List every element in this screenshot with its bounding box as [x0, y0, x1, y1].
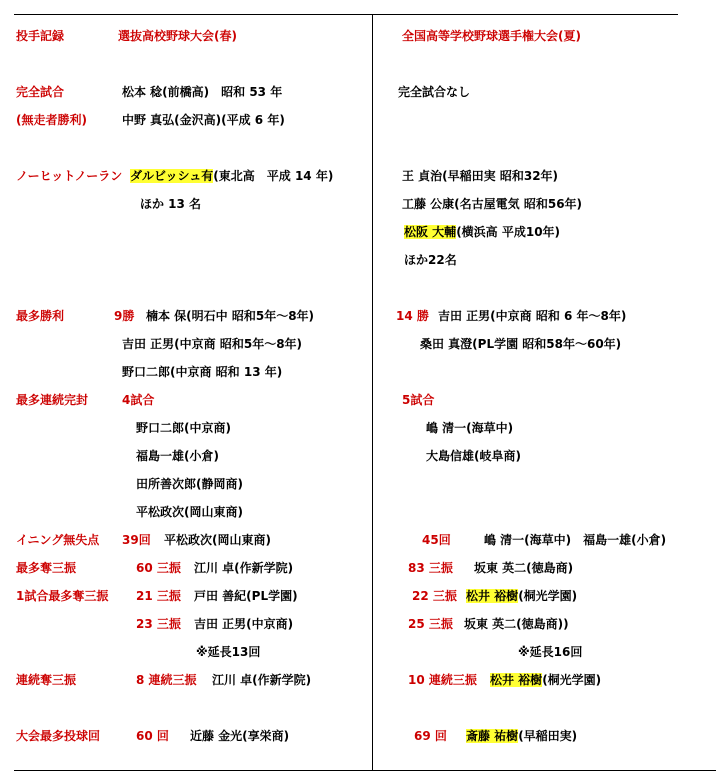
highlight-name: ダルビッシュ有: [130, 169, 214, 183]
wins-spring-1: 楠本 保(明石中 昭和5年〜8年): [146, 309, 315, 323]
consecutive-k-label: 連続奪三振: [16, 673, 77, 687]
shutouts-spring-2: 福島一雄(小倉): [136, 449, 219, 463]
shutouts-spring-1: 野口二郎(中京商): [136, 421, 231, 435]
game-k-spring-count-1: 21 三振: [136, 589, 181, 603]
shutouts-summer-1: 嶋 清一(海草中): [426, 421, 514, 435]
strikeouts-summer-1: 坂東 英二(徳島商): [474, 561, 574, 575]
game-k-spring-count-2: 23 三振: [136, 617, 181, 631]
header-label: 投手記録: [16, 29, 65, 43]
game-k-label: 1試合最多奪三振: [16, 589, 109, 603]
highlight-name: 松井 裕樹: [466, 589, 519, 603]
scoreless-summer-count: 45回: [422, 533, 451, 547]
innings-summer-1: 斎藤 祐樹(早稲田実): [466, 729, 578, 743]
scoreless-label: イニング無失点: [16, 533, 100, 547]
wins-label: 最多勝利: [16, 309, 65, 323]
nohit-summer-4: ほか22名: [404, 253, 457, 267]
shutouts-spring-3: 田所善次郎(静岡商): [136, 477, 243, 491]
scoreless-spring-1: 平松政次(岡山東商): [164, 533, 271, 547]
innings-summer-count: 69 回: [414, 729, 447, 743]
consecutive-k-spring-1: 江川 卓(作新学院): [212, 673, 312, 687]
nohit-summer-3: 松阪 大輔(横浜高 平成10年): [404, 225, 561, 239]
highlight-name: 斎藤 祐樹: [466, 729, 519, 743]
column-divider: [372, 14, 373, 770]
wins-summer-1: 吉田 正男(中京商 昭和 6 年〜8年): [438, 309, 627, 323]
strikeouts-spring-1: 江川 卓(作新学院): [194, 561, 294, 575]
nohit-summer-2: 工藤 公康(名古屋電気 昭和56年): [402, 197, 583, 211]
nohit-summer-1: 王 貞治(早稲田実 昭和32年): [402, 169, 559, 183]
nohit-spring-2: ほか 13 名: [140, 197, 202, 211]
wins-spring-count: 9勝: [114, 309, 135, 323]
perfect-spring-1: 松本 稔(前橋高) 昭和 53 年: [122, 85, 283, 99]
scoreless-summer-1: 嶋 清一(海草中) 福島一雄(小倉): [484, 533, 667, 547]
shutouts-spring-count: 4試合: [122, 393, 155, 407]
wins-spring-3: 野口二郎(中京商 昭和 13 年): [122, 365, 283, 379]
highlight-name: 松阪 大輔: [404, 225, 457, 239]
strikeouts-summer-count: 83 三振: [408, 561, 453, 575]
consecutive-k-summer-1: 松井 裕樹(桐光学園): [490, 673, 602, 687]
top-rule: [14, 14, 678, 15]
shutouts-summer-2: 大島信雄(岐阜商): [426, 449, 521, 463]
consecutive-k-spring-count: 8 連続三振: [136, 673, 197, 687]
wins-summer-count: 14 勝: [396, 309, 429, 323]
shutouts-summer-count: 5試合: [402, 393, 435, 407]
bottom-rule: [14, 770, 716, 771]
scoreless-spring-count: 39回: [122, 533, 151, 547]
shutouts-spring-4: 平松政次(岡山東商): [136, 505, 243, 519]
highlight-name: 松井 裕樹: [490, 673, 543, 687]
wins-spring-2: 吉田 正男(中京商 昭和5年〜8年): [122, 337, 303, 351]
innings-label: 大会最多投球回: [16, 729, 101, 743]
strikeouts-label: 最多奪三振: [16, 561, 77, 575]
nohit-label: ノーヒットノーラン: [16, 169, 123, 183]
game-k-summer-1: 松井 裕樹(桐光学園): [466, 589, 578, 603]
perfect-summer-1: 完全試合なし: [398, 85, 471, 99]
game-k-summer-count-2: 25 三振: [408, 617, 453, 631]
header-spring: 選抜高校野球大会(春): [118, 29, 237, 43]
header-summer: 全国高等学校野球選手権大会(夏): [402, 29, 581, 43]
game-k-summer-note: ※延長16回: [518, 645, 583, 659]
perfect-label: 完全試合: [16, 85, 65, 99]
game-k-summer-2: 坂東 英二(徳島商)): [464, 617, 569, 631]
wins-summer-2: 桑田 真澄(PL学園 昭和58年〜60年): [420, 337, 622, 351]
strikeouts-spring-count: 60 三振: [136, 561, 181, 575]
game-k-spring-note: ※延長13回: [196, 645, 261, 659]
nohit-spring-1: ダルビッシュ有(東北高 平成 14 年): [130, 169, 334, 183]
shutouts-label: 最多連続完封: [16, 393, 89, 407]
game-k-spring-1: 戸田 善紀(PL学園): [194, 589, 298, 603]
innings-spring-1: 近藤 金光(享栄商): [190, 729, 290, 743]
game-k-summer-count-1: 22 三振: [412, 589, 457, 603]
perfect-label2: (無走者勝利): [16, 113, 87, 127]
innings-spring-count: 60 回: [136, 729, 169, 743]
consecutive-k-summer-count: 10 連続三振: [408, 673, 477, 687]
game-k-spring-2: 吉田 正男(中京商): [194, 617, 294, 631]
perfect-spring-2: 中野 真弘(金沢高)(平成 6 年): [122, 113, 285, 127]
